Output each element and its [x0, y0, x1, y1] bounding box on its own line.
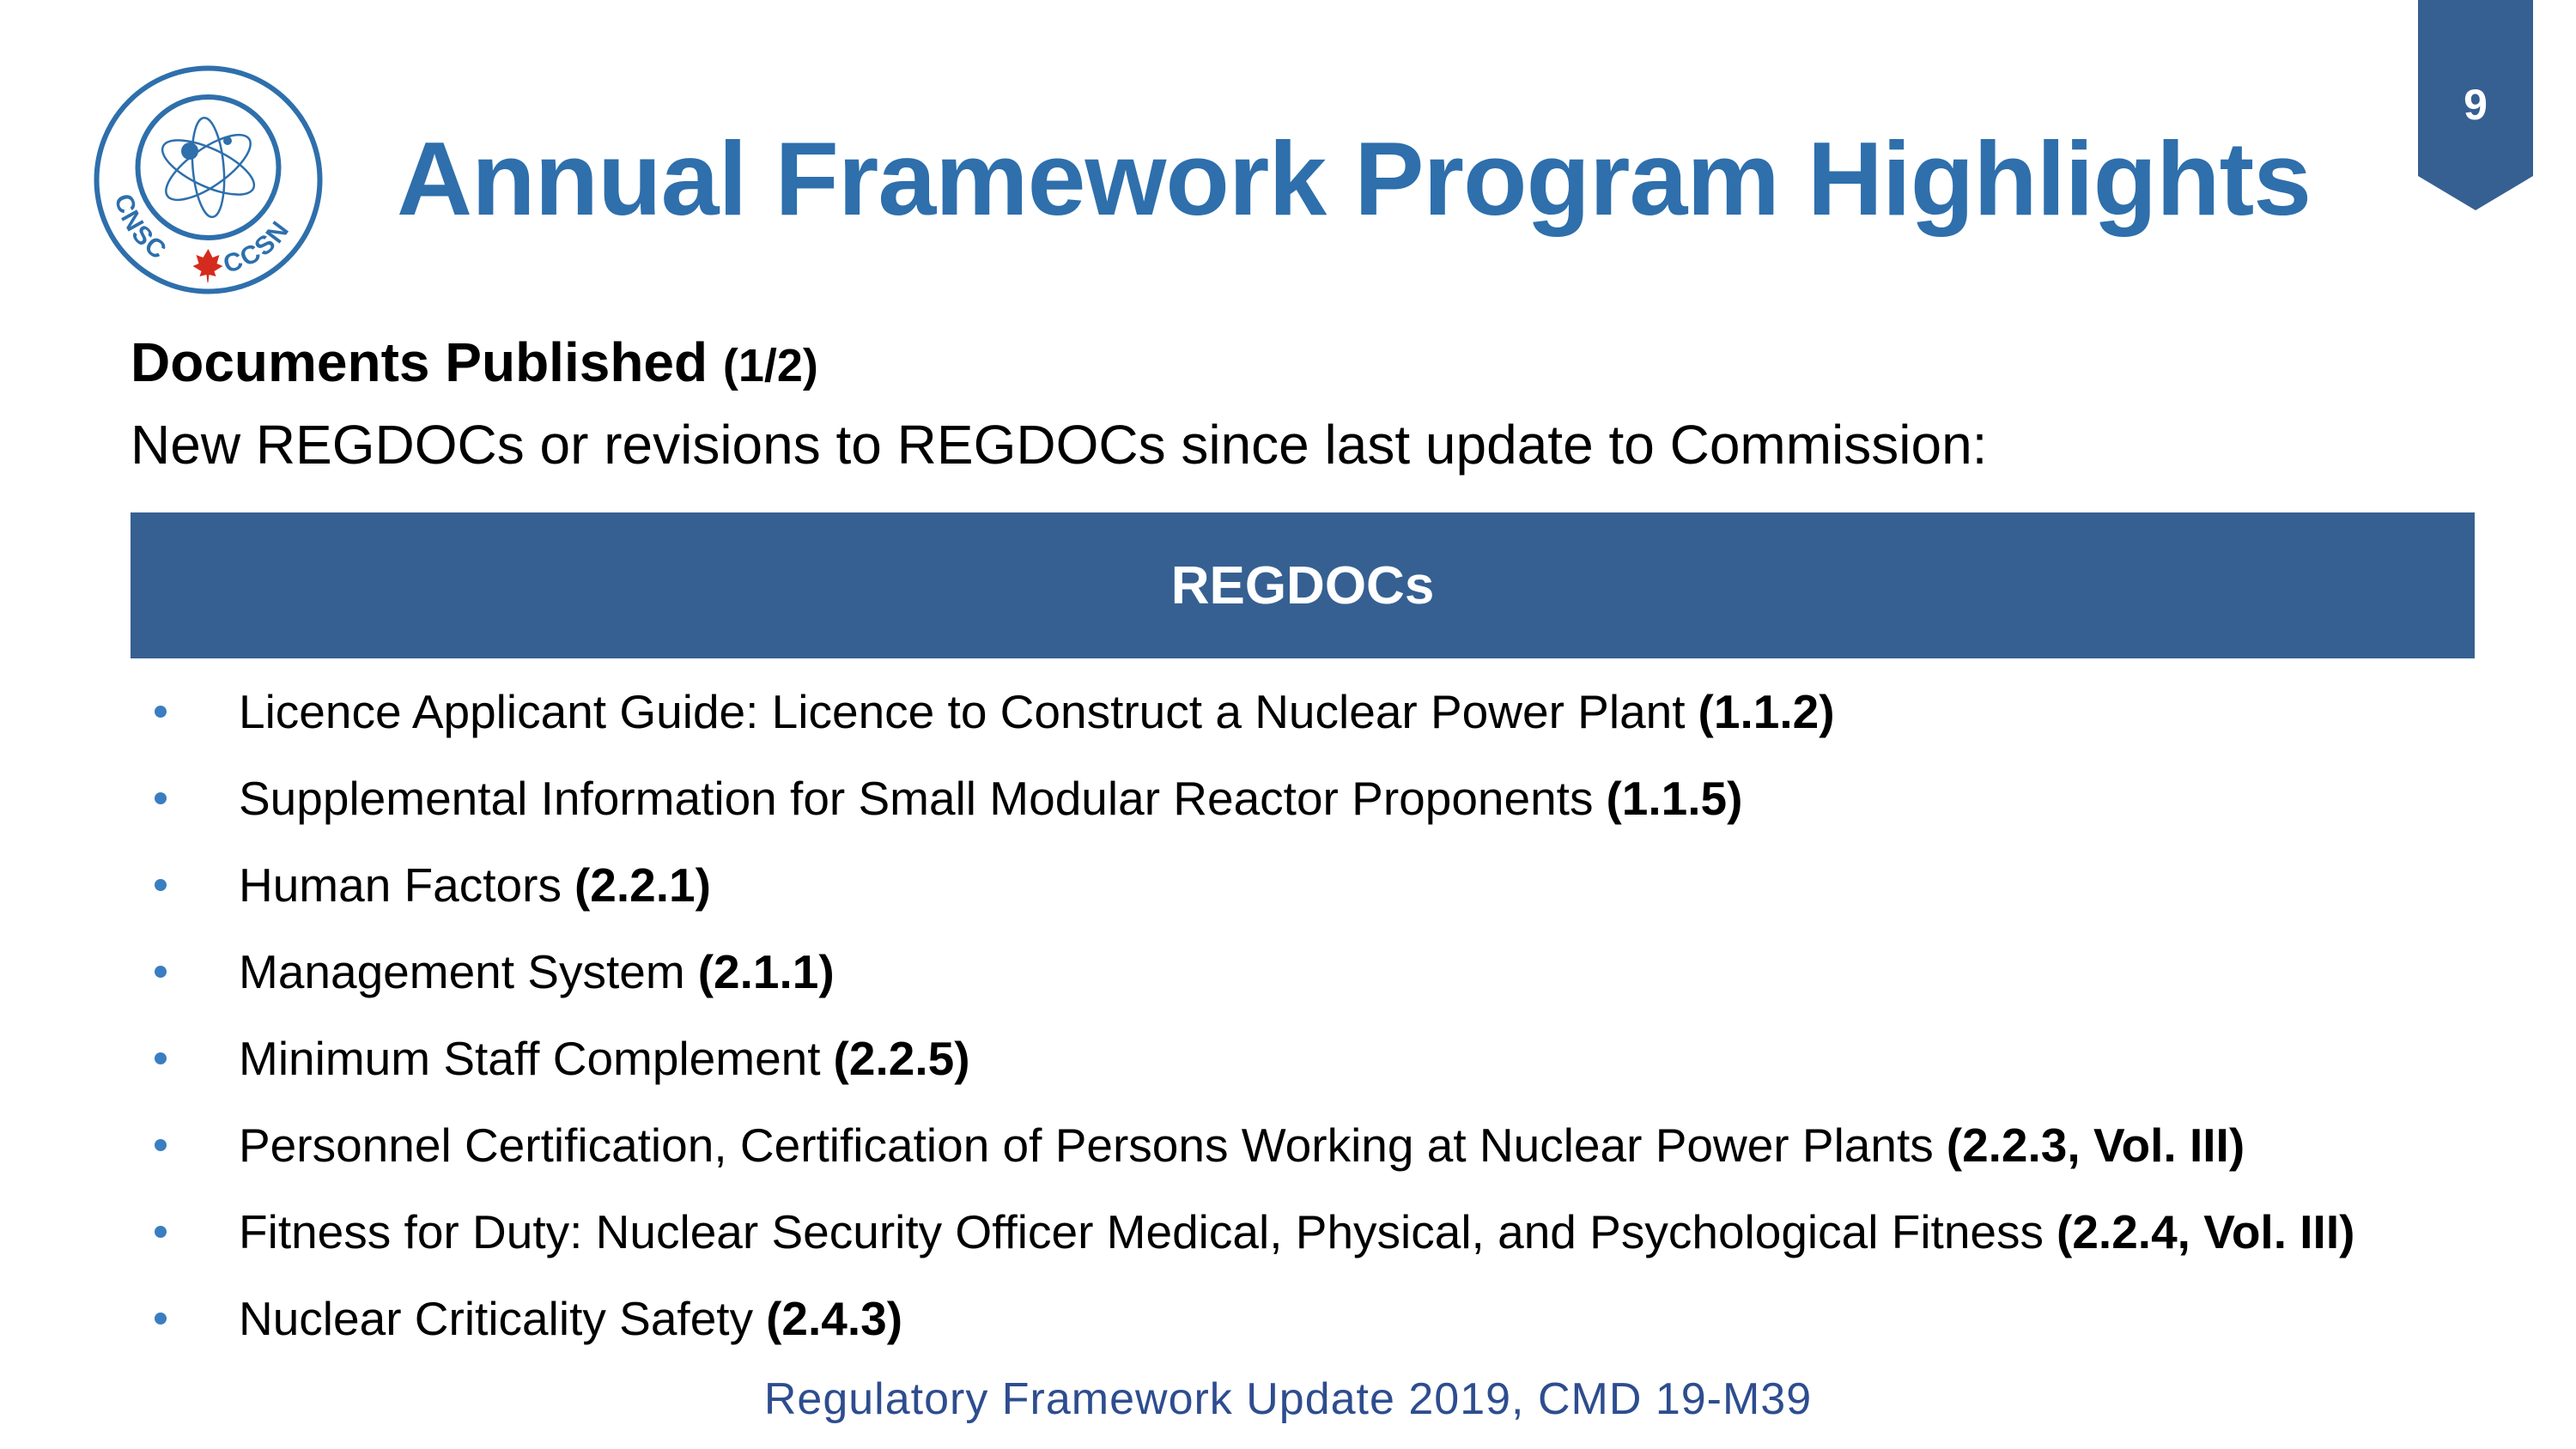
- maple-leaf-icon: [193, 249, 223, 282]
- bullet-icon: [155, 879, 167, 891]
- list-item: [131, 841, 2483, 928]
- regdoc-reference: (1.1.5): [1606, 771, 1743, 825]
- regdocs-table-header: REGDOCs: [131, 512, 2475, 658]
- bullet-icon: [155, 966, 167, 978]
- list-item: [131, 1015, 2483, 1101]
- list-item: [131, 928, 2483, 1015]
- list-item: [131, 1101, 2483, 1188]
- list-item: [131, 668, 2483, 755]
- bullet-icon: [155, 1139, 167, 1151]
- regdoc-title: Supplemental Information for Small Modular Reactor Proponents: [239, 771, 1594, 825]
- footer-caption: Regulatory Framework Update 2019, CMD 19-M39: [763, 1374, 1813, 1424]
- bullet-icon: [155, 1052, 167, 1064]
- cnsc-ccsn-logo: [90, 62, 326, 298]
- list-item: [131, 1275, 2483, 1361]
- section-intro: New REGDOCs or revisions to REGDOCs since last update to Commission:: [131, 414, 1988, 476]
- bullet-icon: [155, 792, 167, 804]
- regdoc-title: Licence Applicant Guide: Licence to Construct a Nuclear Power Plant: [239, 684, 1686, 738]
- page-title: Annual Framework Program Highlights: [397, 120, 2312, 237]
- bullet-icon: [155, 1313, 167, 1325]
- svg-text:CCSN: CCSN: [220, 215, 296, 279]
- page-number: 9: [2464, 81, 2488, 129]
- bullet-icon: [155, 706, 167, 718]
- atom-seal-icon: [90, 62, 326, 298]
- regdoc-reference: (2.2.1): [574, 858, 711, 912]
- list-item: [131, 1188, 2483, 1275]
- regdoc-title: Fitness for Duty: Nuclear Security Officer Medical, Physical, and Psychological Fitness: [239, 1204, 2044, 1258]
- bullet-icon: [155, 1226, 167, 1238]
- regdoc-reference: (2.4.3): [766, 1291, 903, 1345]
- regdoc-reference: (1.1.2): [1698, 684, 1835, 738]
- svg-text:CNSC: CNSC: [108, 191, 173, 266]
- regdoc-list: [131, 668, 2483, 1361]
- regdoc-reference: (2.1.1): [697, 944, 835, 998]
- regdoc-reference: (2.2.5): [833, 1031, 970, 1085]
- regdoc-title: Management System: [239, 944, 685, 998]
- regdoc-title: Nuclear Criticality Safety: [239, 1291, 754, 1345]
- section-part-indicator: (1/2): [722, 340, 818, 391]
- regdoc-title: Personnel Certification, Certification of Persons Working at Nuclear Power Plants: [239, 1118, 1934, 1172]
- page-number-badge: [2418, 0, 2533, 210]
- regdoc-title: Minimum Staff Complement: [239, 1031, 821, 1085]
- regdoc-title: Human Factors: [239, 858, 562, 912]
- regdoc-reference: (2.2.4, Vol. III): [2057, 1204, 2355, 1258]
- regdoc-reference: (2.2.3, Vol. III): [1946, 1118, 2245, 1172]
- section-heading: [131, 328, 818, 400]
- list-item: [131, 755, 2483, 841]
- section-heading-text: Documents Published: [131, 331, 708, 393]
